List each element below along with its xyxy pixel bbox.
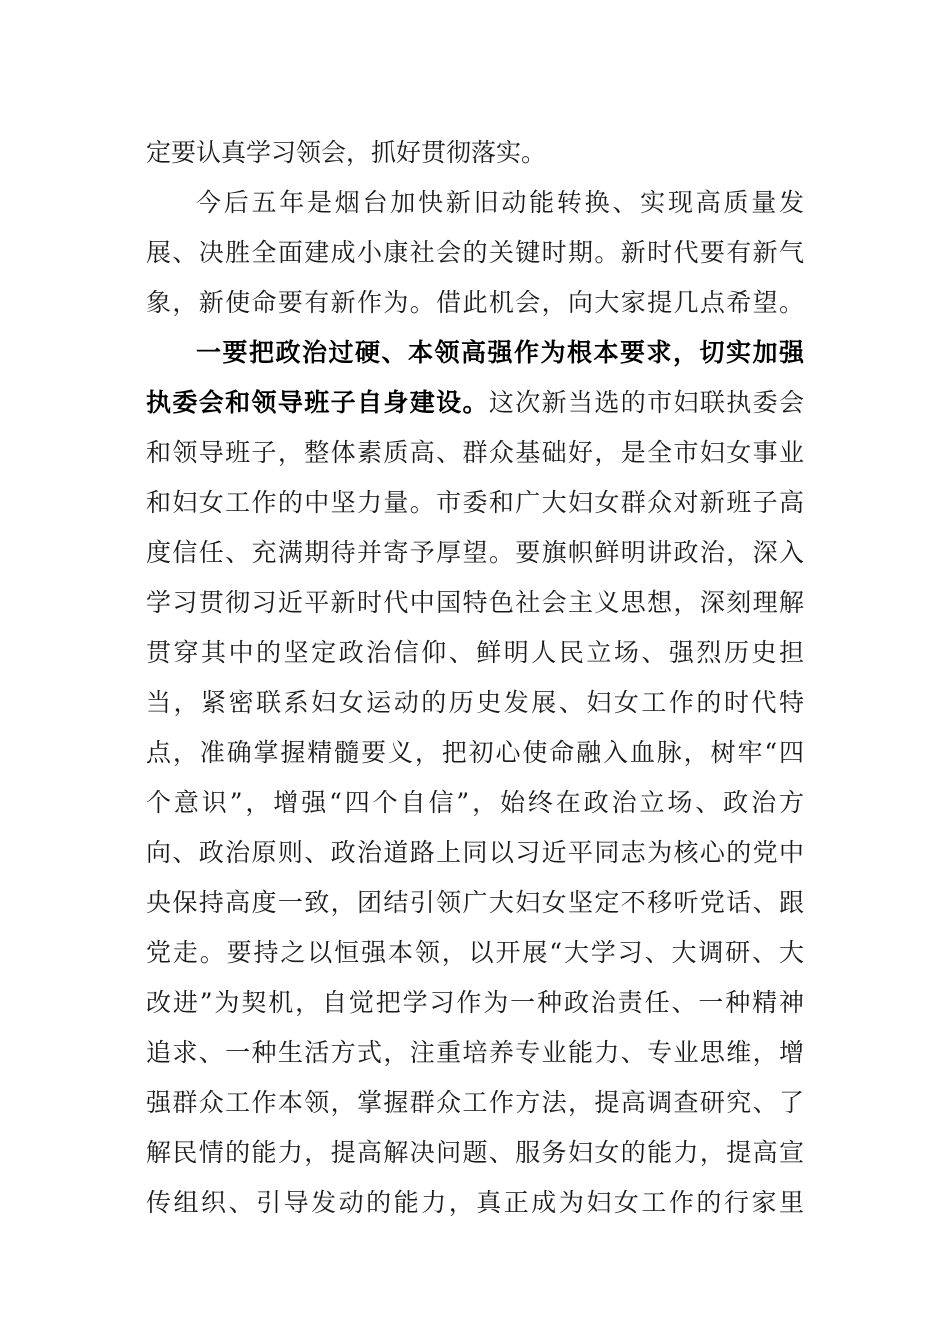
text-segment: 这次新当选的市妇联执委会 xyxy=(488,388,804,417)
text-line: 展、决胜全面建成小康社会的关键时期。新时代要有新气 xyxy=(146,238,804,267)
text-line: 追求、一种生活方式，注重培养专业能力、专业思维，增 xyxy=(146,1038,804,1067)
text-line: 个意识”，增强“四个自信”，始终在政治立场、政治方 xyxy=(146,788,804,817)
text-line: 传组织、引导发动的能力，真正成为妇女工作的行家里 xyxy=(146,1188,804,1217)
text-line: 定要认真学习领会，抓好贯彻落实。 xyxy=(146,138,547,167)
text-line: 点，准确掌握精髓要义，把初心使命融入血脉，树牢“四 xyxy=(146,738,804,767)
text-line: 度信任、充满期待并寄予厚望。要旗帜鲜明讲政治，深入 xyxy=(146,538,804,567)
text-line: 央保持高度一致，团结引领广大妇女坚定不移听党话、跟 xyxy=(146,888,804,917)
text-line: 当，紧密联系妇女运动的历史发展、妇女工作的时代特 xyxy=(146,688,804,717)
text-line: 和领导班子，整体素质高、群众基础好，是全市妇女事业 xyxy=(146,438,804,467)
mixed-text-line xyxy=(146,378,804,428)
text-line: 强群众工作本领，掌握群众工作方法，提高调查研究、了 xyxy=(146,1088,804,1117)
text-line: 贯穿其中的坚定政治信仰、鲜明人民立场、强烈历史担 xyxy=(146,638,804,667)
paragraph-first-line: 今后五年是烟台加快新旧动能转换、实现高质量发 xyxy=(196,188,804,217)
text-line: 和妇女工作的中坚力量。市委和广大妇女群众对新班子高 xyxy=(146,488,804,517)
text-line: 党走。要持之以恒强本领，以开展“大学习、大调研、大 xyxy=(146,938,804,967)
text-line: 解民情的能力，提高解决问题、服务妇女的能力，提高宣 xyxy=(146,1138,804,1167)
bold-heading-line: 一要把政治过硬、本领高强作为根本要求，切实加强 xyxy=(196,338,804,367)
text-line: 学习贯彻习近平新时代中国特色社会主义思想，深刻理解 xyxy=(146,588,804,617)
text-line: 改进”为契机，自觉把学习作为一种政治责任、一种精神 xyxy=(146,988,804,1017)
bold-heading-tail: 执委会和领导班子自身建设。 xyxy=(146,388,489,417)
text-line: 向、政治原则、政治道路上同以习近平同志为核心的党中 xyxy=(146,838,804,867)
document-body xyxy=(146,128,804,1228)
text-line: 象，新使命要有新作为。借此机会，向大家提几点希望。 xyxy=(146,288,804,317)
